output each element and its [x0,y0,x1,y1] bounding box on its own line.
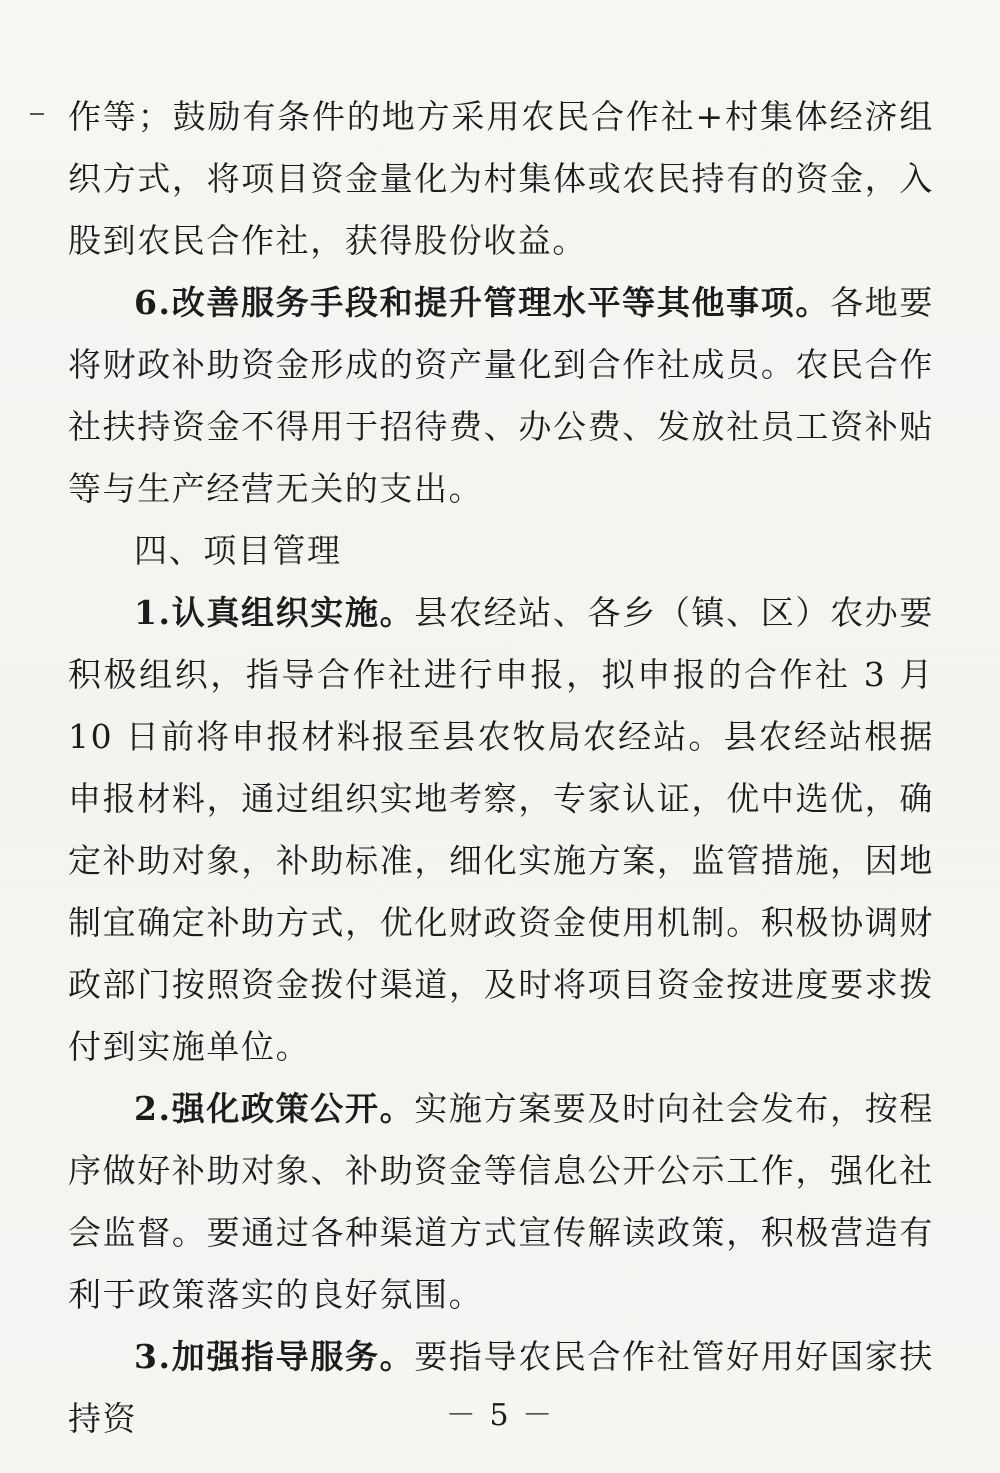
section-title [68,520,934,582]
paragraph-text: 作等；鼓励有条件的地方采用农民合作社+村集体经济组织方式，将项目资金量化为村集体或农民持有的资金，入股到农民合作社，获得股份收益。 [68,97,934,260]
paragraph-text: 县农经站、各乡（镇、区）农办要积极组织，指导合作社进行申报，拟申报的合作社 3 月 10 日前将申报材料报至县农牧局农经站。县农经站根据申报材料，通过组织实地考察，专家认证，优中选优，确定补助对象，补助标准，细化实施方案，监管措施，因地制宜确定补助方式，优化财政资金使用机制。积极协调财政部门按照资金拨付渠道，及时将项目资金按进度要求拨付到实施单位。 [68,593,934,1066]
paragraph-heading: 1.认真组织实施。 [134,593,415,632]
paragraph-item-6 [68,272,934,520]
document-body [68,86,934,1450]
paragraph-text: 各地要将财政补助资金形成的资产量化到合作社成员。农民合作社扶持资金不得用于招待费、办公费、发放社员工资补贴等与生产经营无关的支出。 [68,283,934,508]
page-number: － 5 － [445,1398,555,1433]
paragraph-heading: 6.改善服务手段和提升管理水平等其他事项。 [134,283,831,322]
paragraph-item-1 [68,582,934,1078]
paragraph-text: 实施方案要及时向社会发布，按程序做好补助对象、补助资金等信息公开公示工作，强化社会监督。要通过各种渠道方式宣传解读政策，积极营造有利于政策落实的良好氛围。 [68,1089,934,1314]
paragraph-heading: 2.强化政策公开。 [134,1089,415,1128]
paragraph-heading: 3.加强指导服务。 [134,1337,415,1376]
margin-mark [30,113,44,115]
section-title-text: 四、项目管理 [134,531,342,570]
paragraph-item-2 [68,1078,934,1326]
paragraph-text: 要指导农民合作社管好用好国家扶持资 [68,1337,934,1438]
paragraph-continued [68,86,934,272]
